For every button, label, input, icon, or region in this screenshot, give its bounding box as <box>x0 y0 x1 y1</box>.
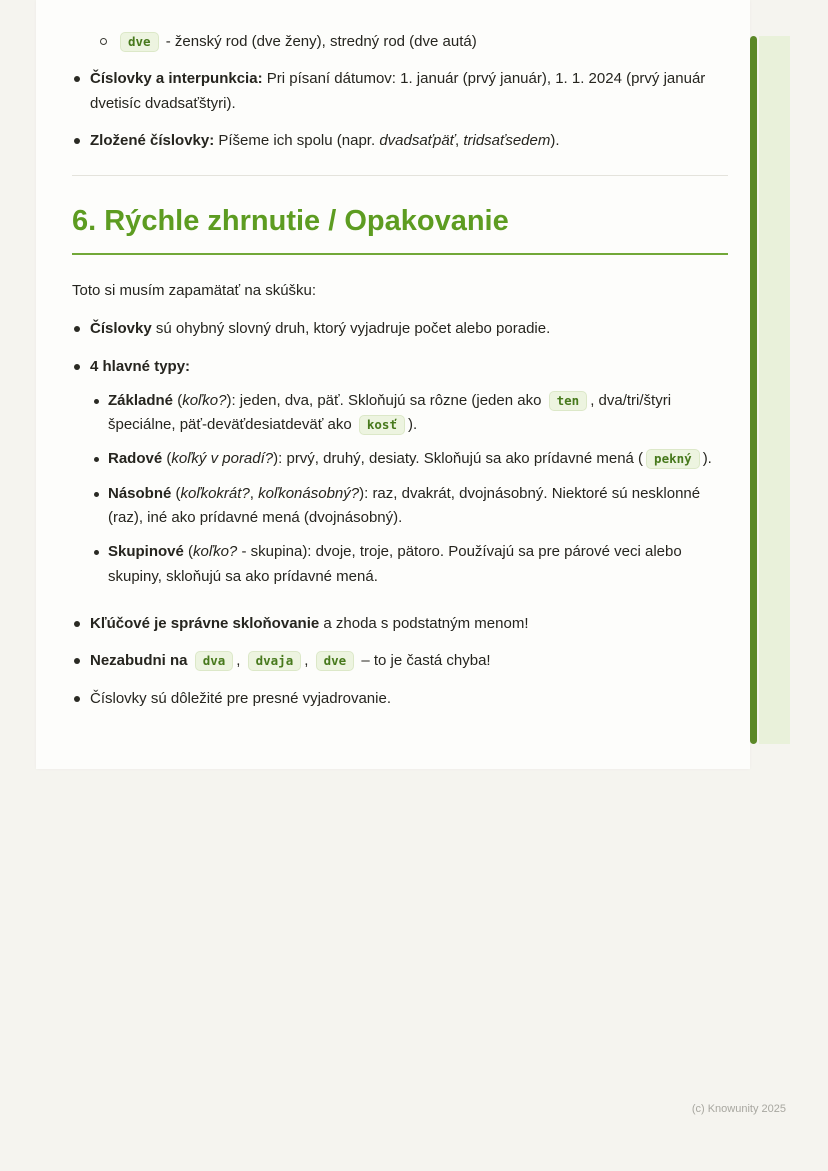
inline-code-badge: dve <box>120 32 159 52</box>
page-accent-strip <box>759 36 790 744</box>
text-fragment: , dva/tri/štyri špeciálne, päť-deväťdesiatdeväť ako <box>108 391 672 434</box>
list-item-text <box>108 447 728 471</box>
document-content <box>36 0 750 754</box>
inline-code-badge: dva <box>195 651 234 671</box>
disc-bullet-icon <box>74 658 80 664</box>
section-heading: 6. Rýchle zhrnutie / Opakovanie <box>72 204 728 255</box>
text-fragment: - ženský rod (dve ženy), stredný rod (dve autá) <box>161 33 477 50</box>
text-fragment: Pri písaní dátumov: 1. január (prvý január), 1. 1. 2024 (prvý január dvetisíc dvadsaťštyri). <box>90 70 706 112</box>
text-fragment: a zhoda s podstatným menom! <box>319 614 529 632</box>
inline-code-badge: pekný <box>646 449 700 469</box>
text-fragment: dvadsaťpäť <box>379 131 455 149</box>
intro-paragraph: Toto si musím zapamätať na skúšku: <box>72 281 317 299</box>
text-fragment: koľký v poradí? <box>171 450 274 468</box>
document-card <box>36 0 750 769</box>
list-item-text <box>90 687 728 711</box>
list-item-text <box>108 389 728 438</box>
text-fragment: Píšeme ich spolu (napr. <box>214 131 380 149</box>
text-fragment: ( <box>171 484 181 502</box>
text-fragment: , <box>304 652 313 670</box>
text-fragment: 4 hlavné typy: <box>90 357 191 375</box>
text-fragment: Nezabudni na <box>90 652 188 670</box>
list-item-text <box>117 30 728 54</box>
text-fragment: Kľúčové je správne skloňovanie <box>90 614 320 632</box>
disc-bullet-icon <box>74 76 80 82</box>
text-fragment: ). <box>702 450 712 468</box>
section-divider <box>72 175 728 176</box>
text-fragment: Násobné <box>108 484 172 502</box>
disc-bullet-icon <box>74 696 80 702</box>
circle-bullet-icon <box>100 38 107 45</box>
list-item <box>72 687 728 711</box>
text-fragment <box>188 652 192 669</box>
disc-bullet-icon <box>74 364 80 370</box>
text-fragment: – to je častá chyba! <box>357 652 491 670</box>
list-item <box>72 129 728 153</box>
page-accent-bar <box>750 36 757 744</box>
text-fragment: , <box>455 131 464 149</box>
text-fragment: Základné <box>108 391 174 409</box>
text-fragment: ): prvý, druhý, desiaty. Skloňujú sa ako prídavné mená ( <box>273 450 644 468</box>
text-fragment: sú ohybný slovný druh, ktorý vyjadruje počet alebo poradie. <box>151 320 551 338</box>
list-item <box>92 540 728 589</box>
intro-list <box>72 30 728 153</box>
inline-code-badge: ten <box>549 391 588 411</box>
inline-code-badge: dvaja <box>248 651 302 671</box>
list-item <box>72 612 728 636</box>
text-fragment: ( <box>173 391 183 409</box>
list-item <box>72 649 728 673</box>
list-item <box>72 317 728 341</box>
list-item-text <box>90 129 728 153</box>
disc-bullet-icon <box>74 326 80 332</box>
disc-bullet-icon <box>94 492 99 497</box>
list-item <box>72 355 728 599</box>
nested-list <box>90 389 728 589</box>
inline-code-badge: dve <box>316 651 355 671</box>
list-item-text <box>108 540 728 589</box>
disc-bullet-icon <box>94 550 99 555</box>
footer-credit: (c) Knowunity 2025 <box>691 1103 786 1115</box>
text-fragment: , <box>236 652 245 670</box>
text-fragment: ). <box>407 416 418 434</box>
text-fragment: koľko? <box>182 391 227 409</box>
list-item <box>92 482 728 531</box>
text-fragment: ): raz, dvakrát, dvojnásobný. Niektoré sú nesklonné (raz), iné ako prídavné mená (dvojnásobný). <box>108 484 701 527</box>
list-item-text <box>90 67 728 116</box>
summary-list <box>72 317 728 711</box>
text-fragment: koľkonásobný? <box>258 484 360 502</box>
text-fragment: koľko? <box>193 543 238 561</box>
list-item-text <box>108 482 728 531</box>
text-fragment: - skupina): dvoje, troje, pätoro. Používajú sa pre párové veci alebo skupiny, skloňujú sa ako prídavné mená. <box>108 543 682 585</box>
list-item <box>98 30 728 54</box>
disc-bullet-icon <box>94 457 99 462</box>
disc-bullet-icon <box>74 138 80 144</box>
list-item <box>92 389 728 438</box>
text-fragment: Zložené číslovky: <box>90 131 215 149</box>
list-item-text <box>90 355 728 599</box>
list-item-text <box>90 649 728 673</box>
text-fragment: , <box>249 484 259 502</box>
disc-bullet-icon <box>74 621 80 627</box>
text-fragment: Radové <box>108 450 163 468</box>
list-item-text <box>90 317 728 341</box>
text-fragment: tridsaťsedem <box>463 131 551 149</box>
list-item <box>72 67 728 116</box>
text-fragment: Číslovky <box>90 320 152 338</box>
disc-bullet-icon <box>94 399 99 404</box>
list-item <box>92 447 728 471</box>
text-fragment: Skupinové <box>108 543 184 561</box>
text-fragment: Číslovky sú dôležité pre presné vyjadrovanie. <box>90 689 391 707</box>
text-fragment: ( <box>162 450 172 468</box>
text-fragment: ): jeden, dva, päť. Skloňujú sa rôzne (jeden ako <box>226 391 546 409</box>
list-item-text <box>90 612 728 636</box>
inline-code-badge: kosť <box>359 415 405 435</box>
text-fragment: ). <box>550 131 560 149</box>
text-fragment: koľkokrát? <box>180 484 250 502</box>
text-fragment: ( <box>183 543 194 561</box>
text-fragment: Číslovky a interpunkcia: <box>90 70 263 88</box>
